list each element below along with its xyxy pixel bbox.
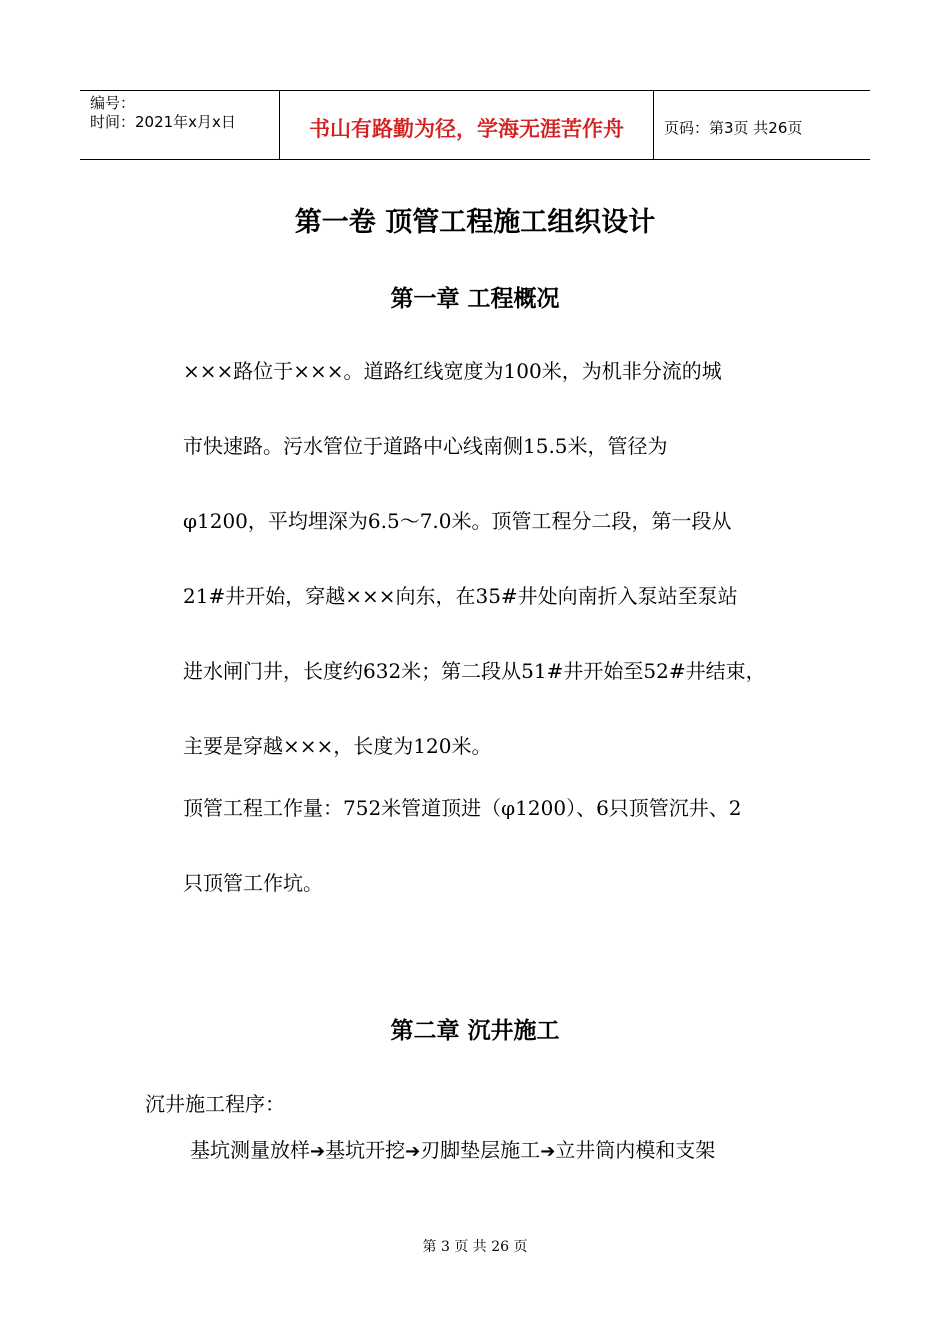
procedure-steps [190, 1134, 715, 1163]
volume-title: 第一卷 顶管工程施工组织设计 [294, 207, 656, 238]
step-item: 立井筒内模和支架 [555, 1138, 716, 1162]
arrow-right-icon: ➔ [540, 1141, 556, 1162]
paragraph-line: φ1200，平均埋深为6.5～7.0米。顶管工程分二段，第一段从 [183, 509, 732, 533]
header-page-info: 页码：第3页 共26页 [664, 118, 803, 137]
time-label: 时间：2021年x月x日 [90, 113, 236, 131]
paragraph-line: 进水闸门井，长度约632米；第二段从51#井开始至52#井结束， [183, 659, 766, 683]
arrow-right-icon: ➔ [405, 1141, 421, 1162]
header-slogan: 书山有路勤为径，学海无涯苦作舟 [280, 91, 654, 159]
chapter1-title: 第一章 工程概况 [390, 286, 560, 312]
paragraph-line: 只顶管工作坑。 [183, 871, 323, 895]
number-label: 编号： [90, 94, 136, 112]
procedure-intro: 沉井施工程序： [145, 1092, 285, 1116]
page-footer: 第 3 页 共 26 页 [422, 1239, 528, 1255]
arrow-right-icon: ➔ [310, 1141, 326, 1162]
header-meta [80, 91, 280, 159]
paragraph-line: 市快速路。污水管位于道路中心线南侧15.5米，管径为 [183, 434, 668, 458]
paragraph-line: ×××路位于×××。道路红线宽度为100米，为机非分流的城 [183, 359, 722, 383]
chapter2-title: 第二章 沉井施工 [390, 1018, 560, 1044]
page-header [80, 90, 870, 160]
paragraph-line: 21#井开始，穿越×××向东，在35#井处向南折入泵站至泵站 [183, 584, 738, 608]
step-item: 基坑测量放样 [190, 1138, 310, 1162]
step-item: 基坑开挖 [325, 1138, 406, 1162]
paragraph-line: 顶管工程工作量：752米管道顶进（φ1200）、6只顶管沉井、2 [183, 796, 742, 820]
paragraph-line: 主要是穿越×××，长度为120米。 [183, 734, 492, 758]
step-item: 刃脚垫层施工 [420, 1138, 541, 1162]
